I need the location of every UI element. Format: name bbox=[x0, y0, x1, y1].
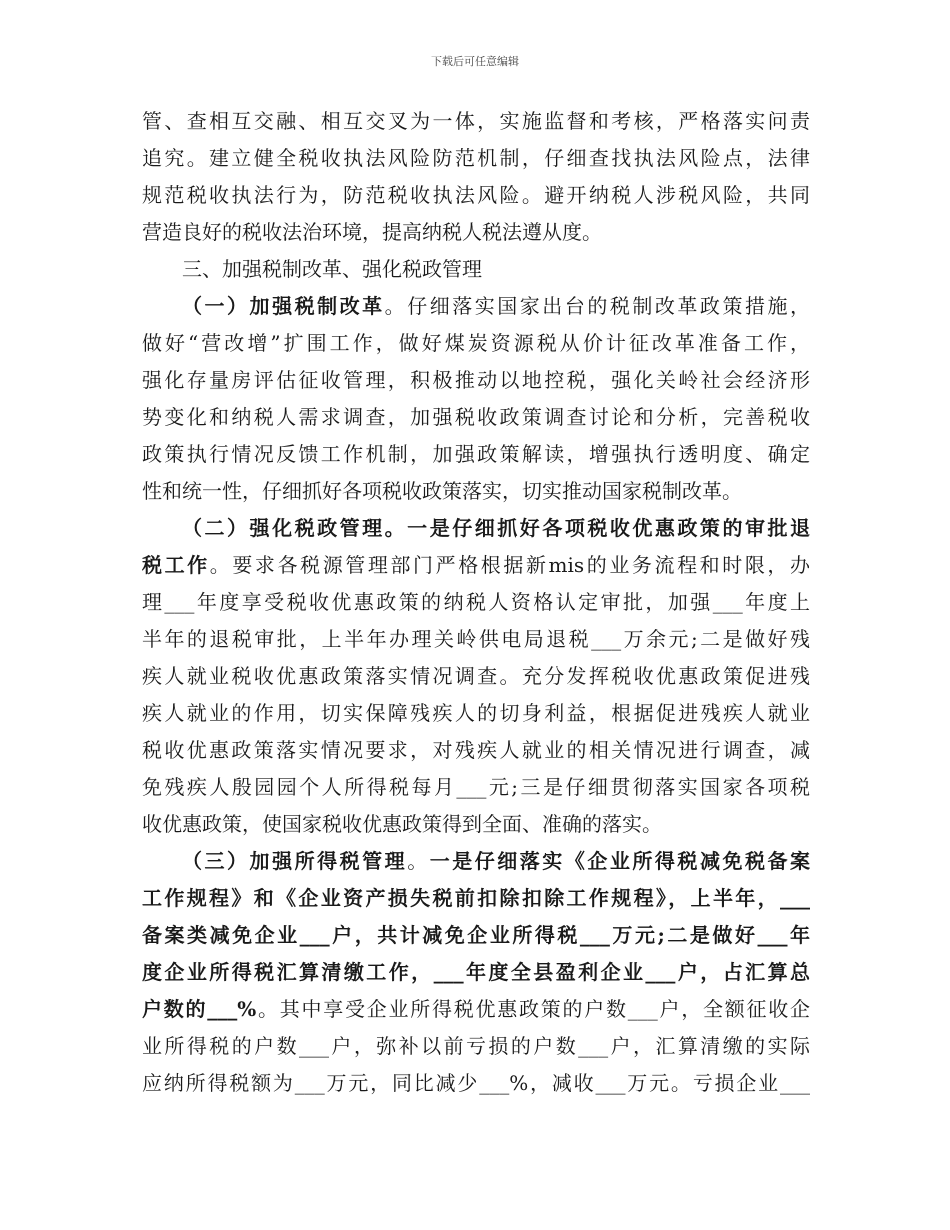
text-line bbox=[142, 288, 810, 325]
text-line bbox=[142, 103, 810, 140]
text-line bbox=[142, 1028, 810, 1065]
text-segment: 管、查相互交融、相互交叉为一体，实施监督和考核，严格落实问责 bbox=[142, 109, 810, 133]
text-segment: （三）加强所得税管理 bbox=[182, 849, 408, 873]
text-line bbox=[142, 473, 810, 510]
text-segment: 。 bbox=[407, 849, 430, 873]
text-line bbox=[142, 991, 810, 1028]
text-line bbox=[142, 325, 810, 362]
text-line bbox=[142, 732, 810, 769]
text-line bbox=[142, 140, 810, 177]
text-segment: 疾人就业税收优惠政策落实情况调查。充分发挥税收优惠政策促进残 bbox=[142, 664, 810, 688]
text-segment: 追究。建立健全税收执法风险防范机制，仔细查找执法风险点，法律 bbox=[142, 146, 810, 170]
text-line bbox=[142, 954, 810, 991]
text-line bbox=[142, 1065, 810, 1102]
text-segment: 强化存量房评估征收管理，积极推动以地控税，强化关岭社会经济形 bbox=[142, 368, 810, 392]
text-line bbox=[142, 251, 810, 288]
text-line bbox=[142, 917, 810, 954]
text-segment: （一）加强税制改革 bbox=[182, 294, 385, 318]
text-line bbox=[142, 769, 810, 806]
text-segment: 疾人就业的作用，切实保障残疾人的切身利益，根据促进残疾人就业 bbox=[142, 701, 810, 725]
text-segment: 备案类减免企业___户，共计减免企业所得税___万元;二是做好___年 bbox=[142, 923, 810, 947]
text-segment: 应纳所得税额为___万元，同比减少___%，减收___万元。亏损企业___ bbox=[142, 1071, 810, 1095]
text-segment: 三、加强税制改革、强化税政管理 bbox=[182, 257, 482, 281]
text-line bbox=[142, 399, 810, 436]
text-segment: 税工作 bbox=[142, 553, 210, 577]
text-segment: 税收优惠政策落实情况要求，对残疾人就业的相关情况进行调查，减 bbox=[142, 738, 810, 762]
text-segment: 业所得税的户数___户，弥补以前亏损的户数___户，汇算清缴的实际 bbox=[142, 1034, 810, 1058]
text-segment: 一是仔细落实《企业所得税减免税备案 bbox=[429, 849, 810, 873]
text-segment: 势变化和纳税人需求调查，加强税收政策调查讨论和分析，完善税收 bbox=[142, 405, 810, 429]
text-segment: 。其中享受企业所得税优惠政策的户数___户，全额征收企 bbox=[256, 997, 810, 1021]
text-segment: 。要求各税源管理部门严格根据新mis的业务流程和时限，办 bbox=[209, 553, 810, 577]
text-line bbox=[142, 547, 810, 584]
text-line bbox=[142, 584, 810, 621]
text-line bbox=[142, 621, 810, 658]
text-line bbox=[142, 436, 810, 473]
text-segment: 免残疾人殷园园个人所得税每月___元;三是仔细贯彻落实国家各项税 bbox=[142, 775, 810, 799]
text-line bbox=[142, 362, 810, 399]
text-line bbox=[142, 806, 810, 843]
text-segment: 做好“营改增”扩围工作，做好煤炭资源税从价计征改革准备工作， bbox=[142, 331, 810, 355]
text-segment: 营造良好的税收法治环境，提高纳税人税法遵从度。 bbox=[142, 220, 602, 244]
text-line bbox=[142, 510, 810, 547]
text-segment: 半年的退税审批，上半年办理关岭供电局退税___万余元;二是做好残 bbox=[142, 627, 810, 651]
text-segment: 户数的___% bbox=[142, 997, 257, 1021]
text-segment: 规范税收执法行为，防范税收执法风险。避开纳税人涉税风险，共同 bbox=[142, 183, 810, 207]
text-segment: 性和统一性，仔细抓好各项税收政策落实，切实推动国家税制改革。 bbox=[142, 479, 742, 503]
text-segment: 收优惠政策，使国家税收优惠政策得到全面、准确的落实。 bbox=[142, 812, 662, 836]
text-line bbox=[142, 177, 810, 214]
text-line bbox=[142, 695, 810, 732]
text-line bbox=[142, 880, 810, 917]
text-segment: 理___年度享受税收优惠政策的纳税人资格认定审批，加强___年度上 bbox=[142, 590, 810, 614]
text-segment: （二）强化税政管理。一是仔细抓好各项税收优惠政策的审批退 bbox=[182, 516, 810, 540]
text-line bbox=[142, 658, 810, 695]
text-segment: 工作规程》和《企业资产损失税前扣除扣除工作规程》，上半年，___ bbox=[142, 886, 810, 910]
text-segment: 度企业所得税汇算清缴工作，___年度全县盈利企业___户，占汇算总 bbox=[142, 960, 810, 984]
page-header: 下载后可任意编辑 bbox=[431, 55, 519, 68]
text-line bbox=[142, 843, 810, 880]
text-segment: 。仔细落实国家出台的税制改革政策措施， bbox=[384, 294, 810, 318]
text-line bbox=[142, 214, 810, 251]
document-body bbox=[142, 103, 810, 1102]
text-segment: 政策执行情况反馈工作机制，加强政策解读，增强执行透明度、确定 bbox=[142, 442, 810, 466]
